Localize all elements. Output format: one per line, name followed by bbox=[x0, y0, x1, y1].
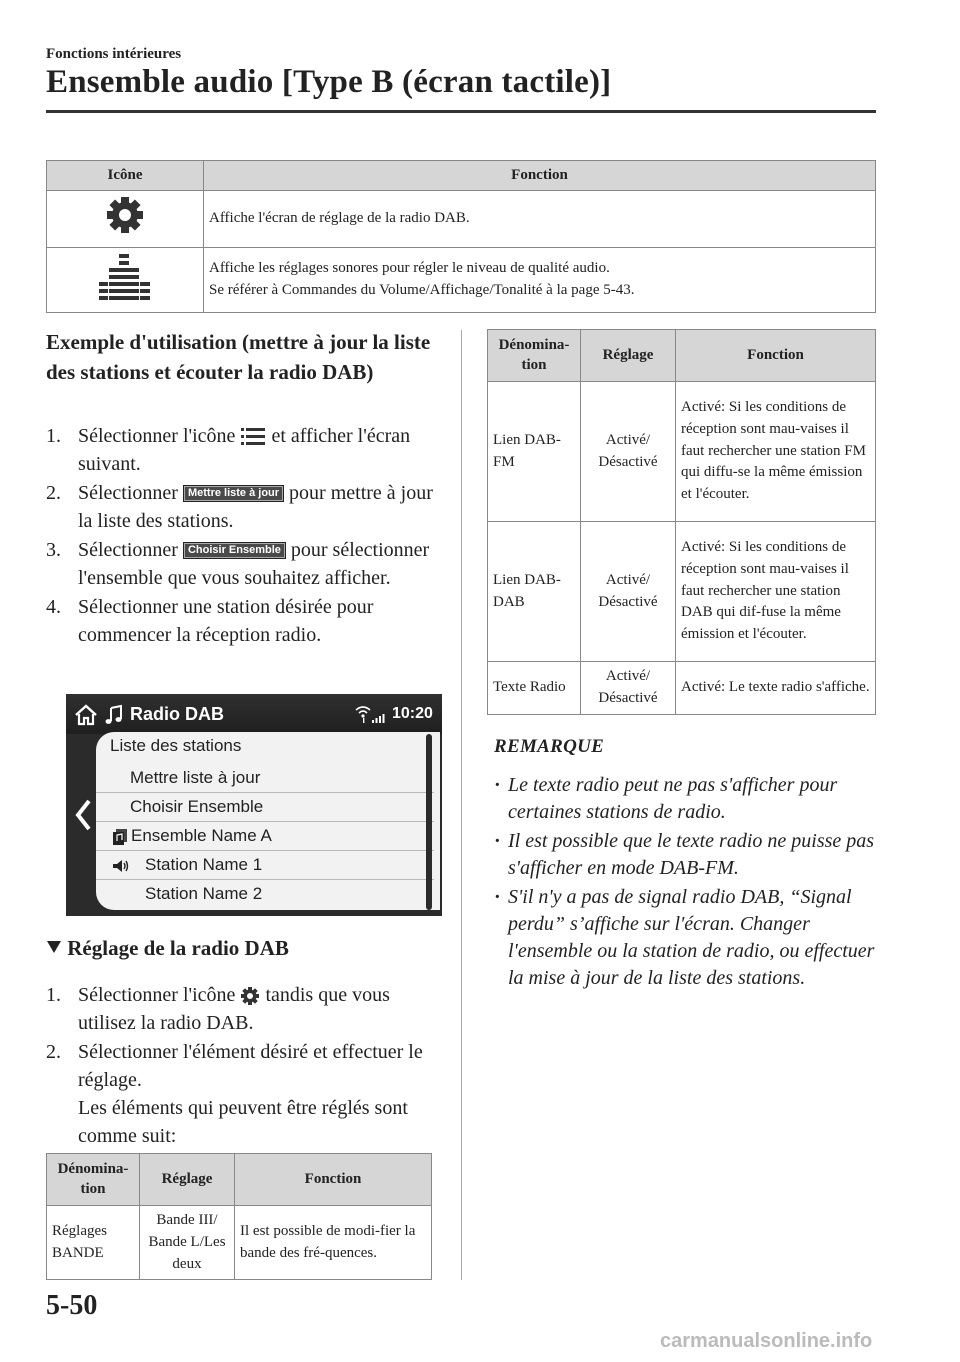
col-header-function: Fonction bbox=[235, 1154, 432, 1206]
music-note-icon bbox=[104, 704, 124, 726]
col-header-name: Dénomina-tion bbox=[488, 330, 581, 382]
list-item-station[interactable]: Station Name 2 bbox=[145, 884, 263, 903]
choose-ensemble-button: Choisir Ensemble bbox=[183, 542, 286, 559]
list-item-choose-ensemble[interactable]: Choisir Ensemble bbox=[96, 793, 434, 822]
home-icon[interactable] bbox=[74, 704, 98, 726]
remark-title: REMARQUE bbox=[494, 736, 605, 757]
watermark: carmanualsonline.info bbox=[660, 1330, 873, 1352]
icon-table-row bbox=[47, 248, 876, 313]
setting-name: Texte Radio bbox=[488, 662, 581, 715]
step-item: 3. Sélectionner Choisir Ensemble pour sélectionner l'ensemble que vous souhaitez afficher. bbox=[46, 539, 430, 589]
settings-table-left bbox=[46, 1153, 432, 1280]
triangle-bullet-icon bbox=[46, 940, 62, 954]
table-row bbox=[488, 522, 876, 662]
remark-item: · Il est possible que le texte radio ne puisse pas s'afficher en mode DAB-FM. bbox=[494, 828, 894, 882]
page-number: 5-50 bbox=[46, 1290, 98, 1321]
ensemble-icon bbox=[113, 829, 127, 845]
update-list-button: Mettre liste à jour bbox=[183, 485, 284, 502]
icon-table-header-icon: Icône bbox=[47, 161, 204, 191]
table-row bbox=[488, 382, 876, 522]
step-item: 1. Sélectionner l'icône tandis que vous utilisez la radio DAB. bbox=[46, 984, 390, 1034]
gear-icon bbox=[240, 986, 260, 1006]
setting-name: Lien DAB-DAB bbox=[488, 522, 581, 662]
remark-list bbox=[494, 772, 894, 994]
speaker-icon bbox=[112, 858, 130, 874]
setting-steps bbox=[46, 981, 446, 1151]
icon-table-header-function: Fonction bbox=[204, 161, 876, 191]
settings-table-right bbox=[487, 329, 876, 715]
gear-icon bbox=[105, 195, 145, 235]
remark-item: · S'il n'y a pas de signal radio DAB, “Signal perdu” s’affiche sur l'écran. Changer l'ensemble ou la station de radio, ou effectuer la mise à jour de la liste des stations. bbox=[494, 884, 894, 992]
section-label: Fonctions intérieures bbox=[46, 46, 182, 62]
scrollbar[interactable] bbox=[426, 734, 432, 910]
setting-function: Activé: Si les conditions de réception sont mau-vaises il faut rechercher une station FM qui diffu-se la même émission et l'écouter. bbox=[676, 382, 876, 522]
bullet-icon: · bbox=[494, 830, 501, 852]
col-header-name: Dénomina-tion bbox=[47, 1154, 140, 1206]
col-header-setting: Réglage bbox=[581, 330, 676, 382]
setting-name: Réglages BANDE bbox=[47, 1206, 140, 1280]
list-header: Liste des stations bbox=[110, 736, 242, 755]
step-item: 2. Sélectionner Mettre liste à jour pour mettre à jour la liste des stations. bbox=[46, 482, 433, 532]
bullet-icon: · bbox=[494, 886, 501, 908]
list-item-station[interactable]: Station Name 1 bbox=[96, 851, 434, 880]
signal-strength-icon bbox=[354, 704, 388, 724]
setting-heading: Réglage de la radio DAB bbox=[46, 936, 289, 961]
setting-value: Activé/ Désactivé bbox=[581, 522, 676, 662]
screen-title: Radio DAB bbox=[130, 704, 224, 724]
icon-table-text: Affiche l'écran de réglage de la radio DAB. bbox=[204, 191, 876, 248]
table-row bbox=[47, 1206, 432, 1280]
bullet-icon: · bbox=[494, 774, 501, 796]
step-item: 4. Sélectionner une station désirée pour commencer la réception radio. bbox=[46, 596, 374, 646]
col-header-setting: Réglage bbox=[140, 1154, 235, 1206]
screen-clock: 10:20 bbox=[392, 705, 433, 722]
list-item-ensemble[interactable]: Ensemble Name A bbox=[96, 822, 434, 851]
setting-value: Bande III/ Bande L/Les deux bbox=[140, 1206, 235, 1280]
icon-table-text: Affiche les réglages sonores pour régler le niveau de qualité audio. bbox=[209, 260, 610, 277]
table-row bbox=[488, 662, 876, 715]
equalizer-icon bbox=[98, 252, 152, 300]
page-title: Ensemble audio [Type B (écran tactile)] bbox=[46, 64, 612, 100]
setting-value: Activé/ Désactivé bbox=[581, 382, 676, 522]
example-steps bbox=[46, 422, 446, 650]
setting-name: Lien DAB-FM bbox=[488, 382, 581, 522]
setting-value: Activé/ Désactivé bbox=[581, 662, 676, 715]
icon-table bbox=[46, 160, 876, 313]
step-item: 1. Sélectionner l'icône et afficher l'écran suivant. bbox=[46, 425, 411, 475]
title-rule bbox=[46, 110, 876, 113]
list-item-update[interactable]: Mettre liste à jour bbox=[96, 764, 434, 793]
icon-table-text: Se référer à Commandes du Volume/Affichage/Tonalité à la page 5-43. bbox=[209, 281, 635, 298]
column-divider bbox=[461, 330, 462, 1280]
step-item: 2. Sélectionner l'élément désiré et effectuer le réglage. Les éléments qui peuvent être réglés sont comme suit: bbox=[46, 1041, 423, 1147]
example-heading: Exemple d'utilisation (mettre à jour la liste des stations et écouter la radio DAB) bbox=[46, 330, 431, 385]
back-chevron-icon[interactable] bbox=[74, 798, 92, 832]
icon-table-row bbox=[47, 191, 876, 248]
list-icon bbox=[240, 426, 266, 448]
setting-function: Il est possible de modi-fier la bande des fré-quences. bbox=[235, 1206, 432, 1280]
setting-function: Activé: Si les conditions de réception sont mau-vaises il faut rechercher une station DAB qui dif-fuse la même émission et l'écouter. bbox=[676, 522, 876, 662]
setting-function: Activé: Le texte radio s'affiche. bbox=[676, 662, 876, 715]
col-header-function: Fonction bbox=[676, 330, 876, 382]
radio-screen bbox=[66, 694, 442, 916]
remark-item: · Le texte radio peut ne pas s'afficher pour certaines stations de radio. bbox=[494, 772, 894, 826]
